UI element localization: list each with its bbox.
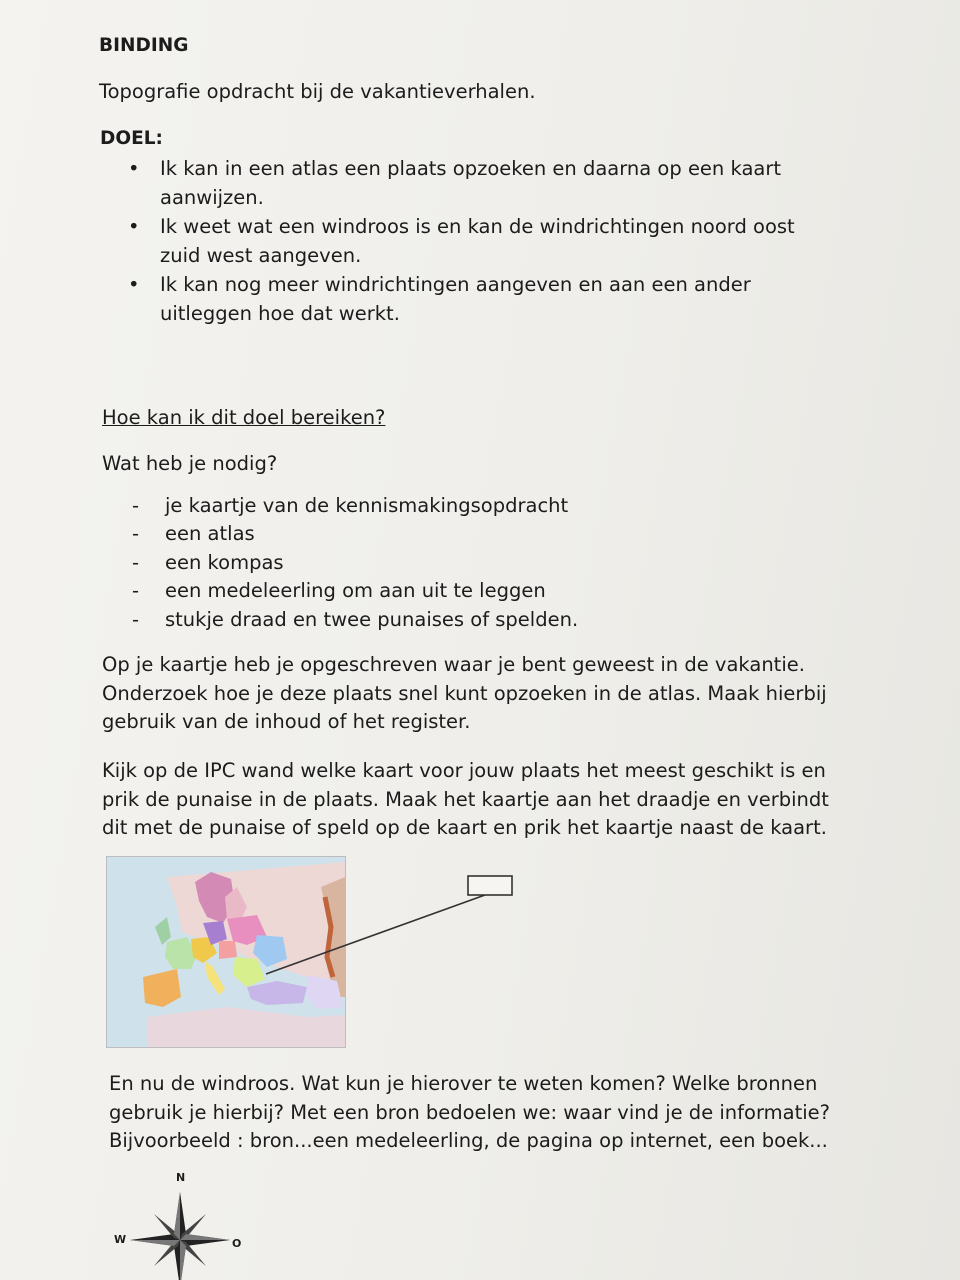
needs-item: - je kaartje van de kennismakingsopdracht [132,494,569,517]
needs-item: - stukje draad en twee punaises of spelden. [132,607,579,631]
paragraph-location: Op je kaartje heb je opgeschreven waar je bent geweest in de vakantie. Onderzoek hoe je deze plaats snel kunt opzoeken in de atlas. Maak hierbij gebruik van de inhoud of het register. [102,653,827,733]
compass-n-label: N [176,1171,186,1184]
needs-item: - een atlas [132,522,255,546]
needs-heading: Wat heb je nodig? [102,452,278,475]
needs-item: - een kompas [132,550,284,574]
bullet-icon: • [128,157,140,180]
goal-item: • Ik weet wat een windroos is en kan de windrichtingen noord oost zuid west aangeven. [126,212,795,270]
paragraph-windroos: En nu de windroos. Wat kun je hierover te weten komen? Welke bronnen gebruik je hierbij? Met een bron bedoelen we: waar vind je de informatie? Bijvoorbeeld : bron...een medeleerling, de pagina op internet, een boek... [109,1072,830,1152]
bullet-icon: • [128,215,140,238]
goal-item: • Ik kan in een atlas een plaats opzoeken en daarna op een kaart aanwijzen. [126,154,795,212]
question-heading: Hoe kan ik dit doel bereiken? [102,406,386,429]
compass-w-label: W [114,1233,127,1246]
bullet-icon: • [128,273,140,296]
intro-text: Topografie opdracht bij de vakantieverhalen. [99,80,536,103]
heading-binding: BINDING [99,35,189,56]
goal-heading: DOEL: [100,128,163,149]
goal-item: • Ik kan nog meer windrichtingen aangeven en aan een ander uitleggen hoe dat werkt. [126,270,795,328]
paragraph-ipc-wall: Kijk op de IPC wand welke kaart voor jouw plaats het meest geschikt is en prik de punaise in de plaats. Maak het kaartje aan het draadje en verbindt dit met de punaise of speld op de kaart en prik het kaartje naast de kaart. [102,759,829,839]
compass-o-label: O [232,1237,242,1250]
needs-item: - een medeleerling om aan uit te leggen [132,579,546,603]
